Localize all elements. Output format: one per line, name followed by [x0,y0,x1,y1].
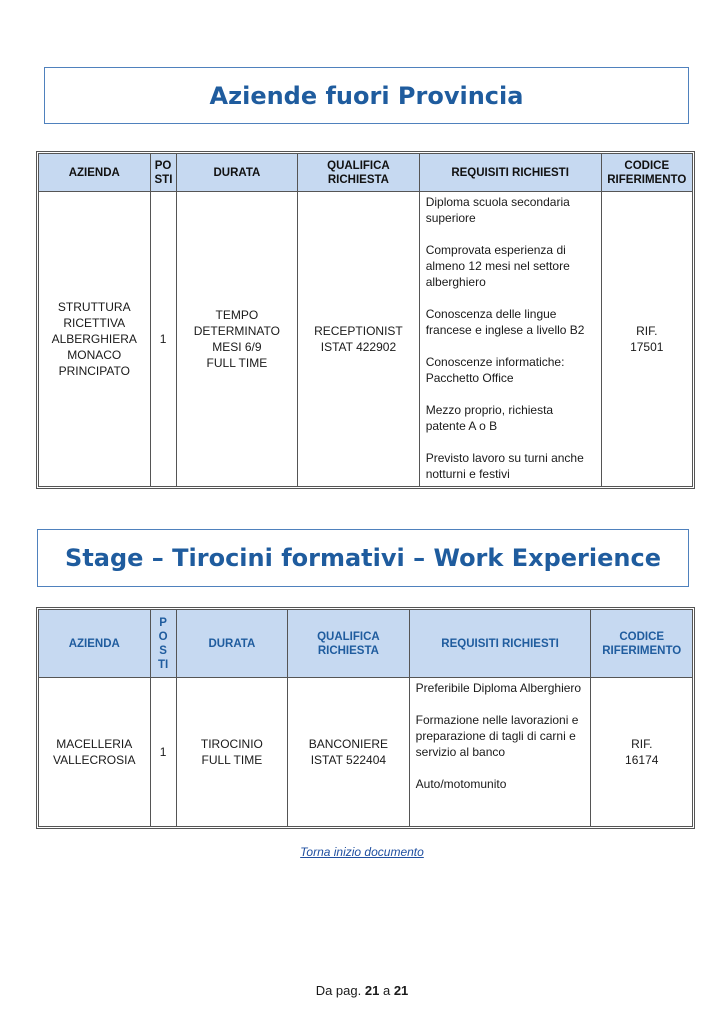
back-to-top-link[interactable]: Torna inizio documento [300,845,424,859]
header-codice: CODICE RIFERIMENTO [601,154,692,192]
header-azienda: AZIENDA [39,154,151,192]
header-durata: DURATA [176,154,298,192]
requisito-item: Conoscenza delle lingue francese e inglese a livello B2 [425,307,585,337]
header-requisiti: REQUISITI RICHIESTI [419,154,601,192]
section-title-box [37,529,689,587]
requisito-item: Preferibile Diploma Alberghiero [415,681,582,695]
requisito-item: Diploma scuola secondaria superiore [425,195,570,225]
requisito-item: Formazione nelle lavorazioni e preparazione di tagli di carni e servizio al banco [415,713,579,759]
footer-page-number: 21 [364,983,380,998]
header-posti: PO STI [150,154,176,192]
cell-durata: TIROCINIO FULL TIME [176,678,288,827]
header-requisiti: REQUISITI RICHIESTI [409,610,591,678]
requisito-item: Comprovata esperienza di almeno 12 mesi nel settore alberghiero [425,243,570,289]
cell-posti: 1 [150,192,176,487]
section-title: Aziende fuori Provincia [209,81,524,110]
table-row [39,678,693,827]
cell-codice: RIF. 17501 [601,192,692,487]
footer-separator: a [382,983,391,998]
table-header-row [39,610,693,678]
cell-requisiti [409,678,591,827]
job-table-stage [36,607,695,829]
cell-posti: 1 [150,678,176,827]
requisito-item: Previsto lavoro su turni anche notturni e festivi [425,451,584,481]
header-posti: P O S TI [150,610,176,678]
requisito-item: Conoscenze informatiche: Pacchetto Office [425,355,565,385]
job-table-fuori-provincia [36,151,695,489]
cell-qualifica: BANCONIERE ISTAT 522404 [288,678,410,827]
requisito-item: Mezzo proprio, richiesta patente A o B [425,403,554,433]
header-qualifica: QUALIFICA RICHIESTA [298,154,420,192]
header-azienda: AZIENDA [39,610,151,678]
section-title-box [44,67,689,124]
cell-qualifica: RECEPTIONIST ISTAT 422902 [298,192,420,487]
footer-prefix: Da pag. [315,983,362,998]
cell-codice: RIF. 16174 [591,678,693,827]
section-title: Stage – Tirocini formativi – Work Experience [65,544,661,572]
cell-azienda: MACELLERIA VALLECROSIA [39,678,151,827]
cell-requisiti [419,192,601,487]
cell-durata: TEMPO DETERMINATO MESI 6/9 FULL TIME [176,192,298,487]
cell-azienda: STRUTTURA RICETTIVA ALBERGHIERA MONACO PRINCIPATO [39,192,151,487]
header-qualifica: QUALIFICA RICHIESTA [288,610,410,678]
footer-total-pages: 21 [393,983,409,998]
page-footer [0,983,724,998]
table-header-row [39,154,693,192]
header-durata: DURATA [176,610,288,678]
table-row [39,192,693,487]
header-codice: CODICE RIFERIMENTO [591,610,693,678]
requisito-item: Auto/motomunito [415,777,507,791]
